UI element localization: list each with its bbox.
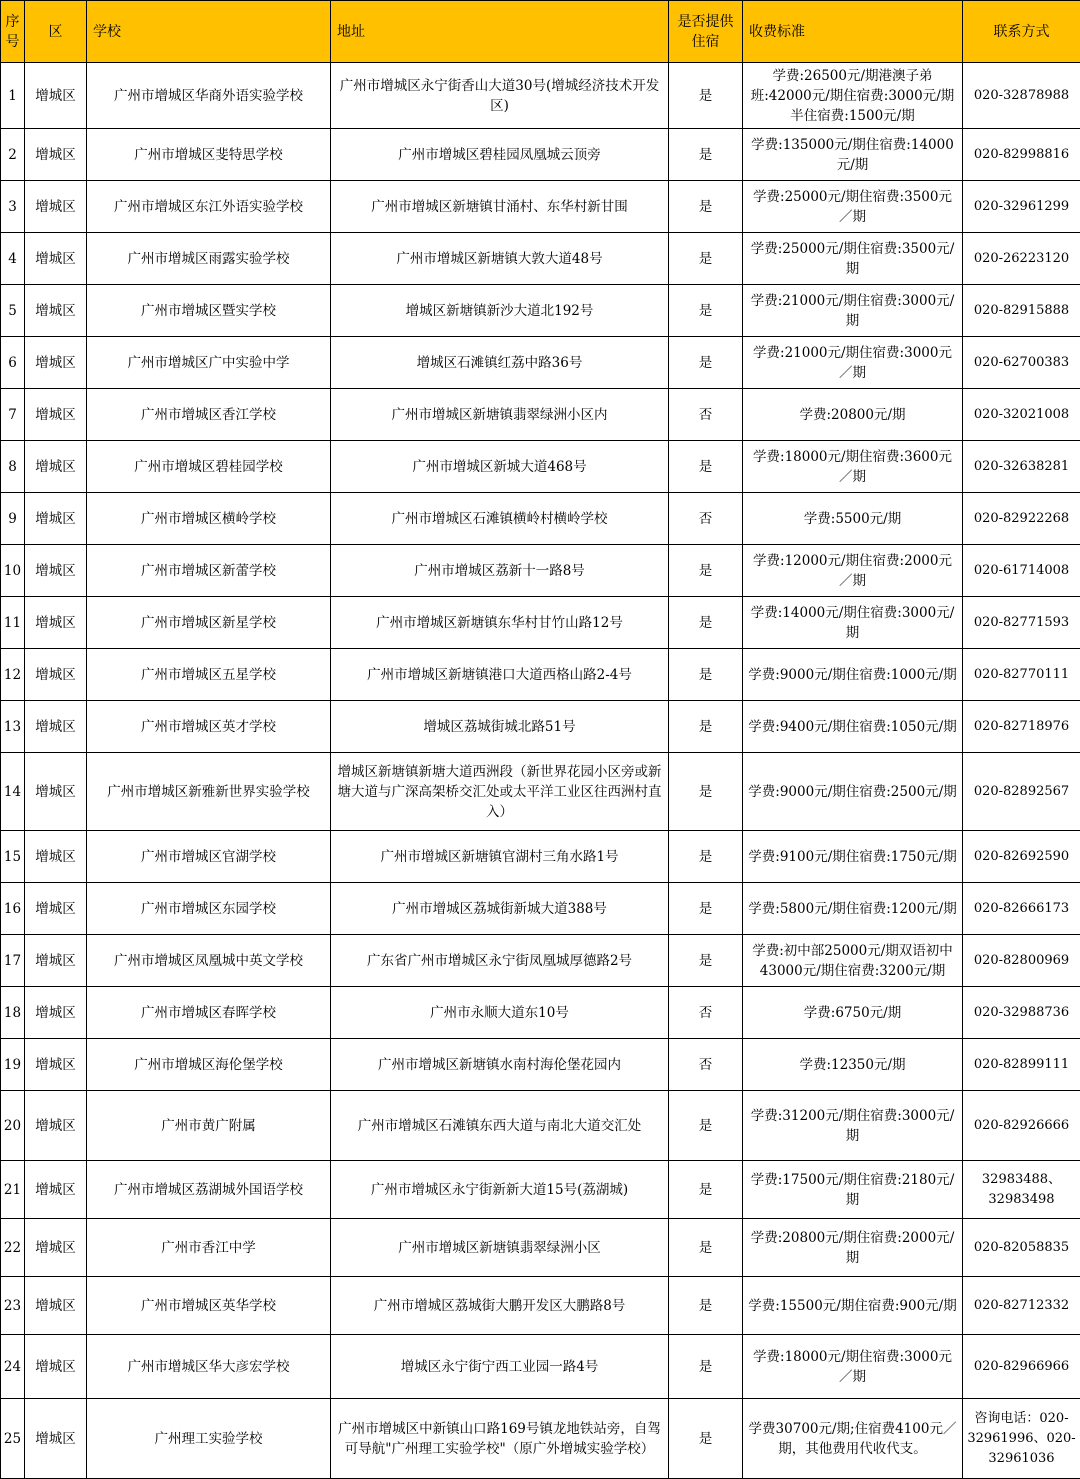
cell-boarding: 是 [669, 1335, 743, 1399]
table-row [1, 701, 1080, 753]
cell-school: 广州市增城区香江学校 [87, 389, 331, 441]
cell-address: 广州市增城区新塘镇甘涌村、东华村新甘围 [331, 181, 669, 233]
cell-boarding: 是 [669, 181, 743, 233]
cell-boarding: 否 [669, 493, 743, 545]
cell-boarding: 是 [669, 441, 743, 493]
cell-school: 广州理工实验学校 [87, 1399, 331, 1479]
cell-contact: 020-82899111 [963, 1039, 1080, 1091]
table-row [1, 1091, 1080, 1161]
cell-school: 广州市增城区暨实学校 [87, 285, 331, 337]
cell-school: 广州市增城区横岭学校 [87, 493, 331, 545]
cell-address: 广州市增城区中新镇山口路169号镇龙地铁站旁，自驾可导航"广州理工实验学校"（原广外增城实验学校） [331, 1399, 669, 1479]
cell-boarding: 是 [669, 1277, 743, 1335]
cell-boarding: 是 [669, 233, 743, 285]
cell-district: 增城区 [25, 285, 87, 337]
cell-address: 广州市增城区永宁街香山大道30号(增城经济技术开发区) [331, 63, 669, 129]
cell-fee: 学费:9000元/期住宿费:2500元/期 [743, 753, 963, 831]
cell-contact: 020-26223120 [963, 233, 1080, 285]
cell-district: 增城区 [25, 129, 87, 181]
cell-fee: 学费:21000元/期住宿费:3000元/期 [743, 285, 963, 337]
cell-contact: 020-82666173 [963, 883, 1080, 935]
cell-fee: 学费:20800元/期住宿费:2000元/期 [743, 1219, 963, 1277]
cell-school: 广州市增城区华大彦宏学校 [87, 1335, 331, 1399]
cell-school: 广州市增城区广中实验中学 [87, 337, 331, 389]
cell-contact: 020-82058835 [963, 1219, 1080, 1277]
table-row [1, 883, 1080, 935]
cell-district: 增城区 [25, 935, 87, 987]
cell-district: 增城区 [25, 597, 87, 649]
cell-district: 增城区 [25, 181, 87, 233]
cell-contact: 020-82692590 [963, 831, 1080, 883]
cell-contact: 020-61714008 [963, 545, 1080, 597]
cell-school: 广州市增城区英华学校 [87, 1277, 331, 1335]
cell-district: 增城区 [25, 493, 87, 545]
cell-fee: 学费:6750元/期 [743, 987, 963, 1039]
cell-boarding: 是 [669, 883, 743, 935]
cell-index: 20 [1, 1091, 25, 1161]
cell-boarding: 是 [669, 935, 743, 987]
cell-school: 广州市增城区新星学校 [87, 597, 331, 649]
cell-index: 18 [1, 987, 25, 1039]
table-row [1, 1039, 1080, 1091]
cell-address: 广州市增城区新塘镇翡翠绿洲小区 [331, 1219, 669, 1277]
cell-fee: 学费:9400元/期住宿费:1050元/期 [743, 701, 963, 753]
cell-boarding: 否 [669, 987, 743, 1039]
cell-boarding: 是 [669, 1399, 743, 1479]
cell-fee: 学费:14000元/期住宿费:3000元/期 [743, 597, 963, 649]
cell-index: 17 [1, 935, 25, 987]
cell-index: 6 [1, 337, 25, 389]
cell-district: 增城区 [25, 545, 87, 597]
cell-address: 广州市增城区新城大道468号 [331, 441, 669, 493]
table-row [1, 441, 1080, 493]
cell-index: 21 [1, 1161, 25, 1219]
cell-fee: 学费:31200元/期住宿费:3000元/期 [743, 1091, 963, 1161]
cell-school: 广州市增城区官湖学校 [87, 831, 331, 883]
table-row [1, 285, 1080, 337]
cell-district: 增城区 [25, 753, 87, 831]
cell-district: 增城区 [25, 883, 87, 935]
cell-fee: 学费:20800元/期 [743, 389, 963, 441]
cell-boarding: 否 [669, 389, 743, 441]
cell-contact: 020-82915888 [963, 285, 1080, 337]
table-row [1, 233, 1080, 285]
table-row [1, 1335, 1080, 1399]
table-row [1, 63, 1080, 129]
cell-school: 广州市增城区五星学校 [87, 649, 331, 701]
cell-boarding: 是 [669, 337, 743, 389]
cell-index: 7 [1, 389, 25, 441]
cell-boarding: 是 [669, 753, 743, 831]
cell-contact: 020-82892567 [963, 753, 1080, 831]
cell-boarding: 是 [669, 1161, 743, 1219]
table-row [1, 649, 1080, 701]
cell-address: 增城区新塘镇新塘大道西洲段（新世界花园小区旁或新塘大道与广深高架桥交汇处或太平洋工业区往西洲村直入） [331, 753, 669, 831]
cell-fee: 学费:9000元/期住宿费:1000元/期 [743, 649, 963, 701]
cell-index: 19 [1, 1039, 25, 1091]
cell-fee: 学费:初中部25000元/期双语初中43000元/期住宿费:3200元/期 [743, 935, 963, 987]
cell-index: 13 [1, 701, 25, 753]
cell-index: 15 [1, 831, 25, 883]
header-boarding: 是否提供住宿 [669, 1, 743, 63]
cell-fee: 学费:12000元/期住宿费:2000元／期 [743, 545, 963, 597]
cell-fee: 学费:17500元/期住宿费:2180元/期 [743, 1161, 963, 1219]
cell-index: 4 [1, 233, 25, 285]
cell-address: 广州市增城区新塘镇港口大道西格山路2-4号 [331, 649, 669, 701]
cell-address: 广州市增城区碧桂园凤凰城云顶旁 [331, 129, 669, 181]
cell-boarding: 是 [669, 285, 743, 337]
cell-index: 25 [1, 1399, 25, 1479]
cell-contact: 020-82922268 [963, 493, 1080, 545]
cell-contact: 020-82966966 [963, 1335, 1080, 1399]
cell-fee: 学费:18000元/期住宿费:3000元／期 [743, 1335, 963, 1399]
header-school: 学校 [87, 1, 331, 63]
cell-index: 22 [1, 1219, 25, 1277]
table-row [1, 935, 1080, 987]
cell-address: 广州市增城区新塘镇大敦大道48号 [331, 233, 669, 285]
cell-school: 广州市增城区碧桂园学校 [87, 441, 331, 493]
cell-boarding: 是 [669, 545, 743, 597]
cell-address: 广州市增城区荔城街大鹏开发区大鹏路8号 [331, 1277, 669, 1335]
cell-index: 14 [1, 753, 25, 831]
cell-boarding: 是 [669, 701, 743, 753]
cell-school: 广州市增城区英才学校 [87, 701, 331, 753]
cell-fee: 学费:18000元/期住宿费:3600元／期 [743, 441, 963, 493]
cell-contact: 020-62700383 [963, 337, 1080, 389]
cell-district: 增城区 [25, 1161, 87, 1219]
header-index: 序号 [1, 1, 25, 63]
cell-district: 增城区 [25, 1335, 87, 1399]
cell-district: 增城区 [25, 1039, 87, 1091]
cell-fee: 学费:9100元/期住宿费:1750元/期 [743, 831, 963, 883]
cell-school: 广州市增城区东江外语实验学校 [87, 181, 331, 233]
cell-school: 广州市增城区凤凰城中英文学校 [87, 935, 331, 987]
cell-boarding: 是 [669, 597, 743, 649]
cell-index: 3 [1, 181, 25, 233]
cell-fee: 学费:5500元/期 [743, 493, 963, 545]
cell-school: 广州市增城区荔湖城外国语学校 [87, 1161, 331, 1219]
cell-index: 10 [1, 545, 25, 597]
cell-address: 广州市增城区新塘镇官湖村三角水路1号 [331, 831, 669, 883]
cell-contact: 020-32638281 [963, 441, 1080, 493]
cell-index: 23 [1, 1277, 25, 1335]
cell-school: 广州市增城区东园学校 [87, 883, 331, 935]
cell-fee: 学费:26500元/期港澳子弟班:42000元/期住宿费:3000元/期半住宿费:1500元/期 [743, 63, 963, 129]
cell-district: 增城区 [25, 649, 87, 701]
cell-address: 广州市增城区新塘镇东华村甘竹山路12号 [331, 597, 669, 649]
cell-school: 广州市增城区新蕾学校 [87, 545, 331, 597]
header-contact: 联系方式 [963, 1, 1080, 63]
cell-address: 增城区荔城街城北路51号 [331, 701, 669, 753]
table-body [1, 63, 1080, 1479]
cell-contact: 32983488、32983498 [963, 1161, 1080, 1219]
cell-contact: 020-32878988 [963, 63, 1080, 129]
cell-boarding: 是 [669, 649, 743, 701]
cell-contact: 咨询电话：020-32961996、020-32961036 [963, 1399, 1080, 1479]
cell-contact: 020-82771593 [963, 597, 1080, 649]
cell-address: 广州市增城区永宁街新新大道15号(荔湖城) [331, 1161, 669, 1219]
cell-index: 12 [1, 649, 25, 701]
cell-fee: 学费:25000元/期住宿费:3500元／期 [743, 181, 963, 233]
cell-school: 广州市增城区华商外语实验学校 [87, 63, 331, 129]
cell-contact: 020-32021008 [963, 389, 1080, 441]
cell-district: 增城区 [25, 1399, 87, 1479]
header-district: 区 [25, 1, 87, 63]
cell-fee: 学费:25000元/期住宿费:3500元/期 [743, 233, 963, 285]
cell-district: 增城区 [25, 63, 87, 129]
cell-address: 增城区永宁街宁西工业园一路4号 [331, 1335, 669, 1399]
cell-address: 广州市永顺大道东10号 [331, 987, 669, 1039]
cell-district: 增城区 [25, 441, 87, 493]
cell-address: 广州市增城区石滩镇横岭村横岭学校 [331, 493, 669, 545]
cell-contact: 020-82998816 [963, 129, 1080, 181]
cell-school: 广州市黄广附属 [87, 1091, 331, 1161]
header-fee: 收费标准 [743, 1, 963, 63]
cell-district: 增城区 [25, 233, 87, 285]
cell-district: 增城区 [25, 1091, 87, 1161]
cell-boarding: 否 [669, 1039, 743, 1091]
cell-boarding: 是 [669, 1219, 743, 1277]
cell-district: 增城区 [25, 987, 87, 1039]
cell-boarding: 是 [669, 129, 743, 181]
cell-contact: 020-32988736 [963, 987, 1080, 1039]
cell-school: 广州市增城区雨露实验学校 [87, 233, 331, 285]
cell-address: 增城区石滩镇红荔中路36号 [331, 337, 669, 389]
cell-contact: 020-82770111 [963, 649, 1080, 701]
cell-contact: 020-82926666 [963, 1091, 1080, 1161]
cell-contact: 020-82800969 [963, 935, 1080, 987]
cell-district: 增城区 [25, 831, 87, 883]
cell-contact: 020-82712332 [963, 1277, 1080, 1335]
cell-fee: 学费:12350元/期 [743, 1039, 963, 1091]
cell-boarding: 是 [669, 831, 743, 883]
table-row [1, 337, 1080, 389]
cell-fee: 学费30700元/期;住宿费4100元／期，其他费用代收代支。 [743, 1399, 963, 1479]
table-row [1, 1161, 1080, 1219]
table-row [1, 987, 1080, 1039]
table-row [1, 831, 1080, 883]
cell-fee: 学费:15500元/期住宿费:900元/期 [743, 1277, 963, 1335]
cell-school: 广州市香江中学 [87, 1219, 331, 1277]
cell-district: 增城区 [25, 389, 87, 441]
table-row [1, 1219, 1080, 1277]
cell-index: 1 [1, 63, 25, 129]
cell-contact: 020-32961299 [963, 181, 1080, 233]
cell-index: 24 [1, 1335, 25, 1399]
table-row [1, 545, 1080, 597]
table-row [1, 753, 1080, 831]
cell-address: 广东省广州市增城区永宁街凤凰城厚德路2号 [331, 935, 669, 987]
cell-district: 增城区 [25, 337, 87, 389]
table-row [1, 181, 1080, 233]
table-row [1, 389, 1080, 441]
cell-address: 广州市增城区石滩镇东西大道与南北大道交汇处 [331, 1091, 669, 1161]
header-row [1, 1, 1080, 63]
cell-district: 增城区 [25, 701, 87, 753]
cell-school: 广州市增城区海伦堡学校 [87, 1039, 331, 1091]
cell-address: 广州市增城区新塘镇水南村海伦堡花园内 [331, 1039, 669, 1091]
cell-address: 广州市增城区新塘镇翡翠绿洲小区内 [331, 389, 669, 441]
cell-address: 广州市增城区荔城街新城大道388号 [331, 883, 669, 935]
cell-index: 9 [1, 493, 25, 545]
cell-fee: 学费:5800元/期住宿费:1200元/期 [743, 883, 963, 935]
cell-index: 16 [1, 883, 25, 935]
cell-address: 广州市增城区荔新十一路8号 [331, 545, 669, 597]
cell-index: 11 [1, 597, 25, 649]
cell-district: 增城区 [25, 1219, 87, 1277]
header-address: 地址 [331, 1, 669, 63]
table-row [1, 1277, 1080, 1335]
cell-index: 5 [1, 285, 25, 337]
cell-index: 8 [1, 441, 25, 493]
cell-boarding: 是 [669, 1091, 743, 1161]
table-row [1, 493, 1080, 545]
cell-district: 增城区 [25, 1277, 87, 1335]
cell-boarding: 是 [669, 63, 743, 129]
table-row [1, 129, 1080, 181]
table-row [1, 597, 1080, 649]
cell-school: 广州市增城区斐特思学校 [87, 129, 331, 181]
cell-school: 广州市增城区春晖学校 [87, 987, 331, 1039]
cell-contact: 020-82718976 [963, 701, 1080, 753]
cell-index: 2 [1, 129, 25, 181]
cell-fee: 学费:135000元/期住宿费:14000元/期 [743, 129, 963, 181]
cell-address: 增城区新塘镇新沙大道北192号 [331, 285, 669, 337]
cell-school: 广州市增城区新雅新世界实验学校 [87, 753, 331, 831]
table-row [1, 1399, 1080, 1479]
cell-fee: 学费:21000元/期住宿费:3000元／期 [743, 337, 963, 389]
